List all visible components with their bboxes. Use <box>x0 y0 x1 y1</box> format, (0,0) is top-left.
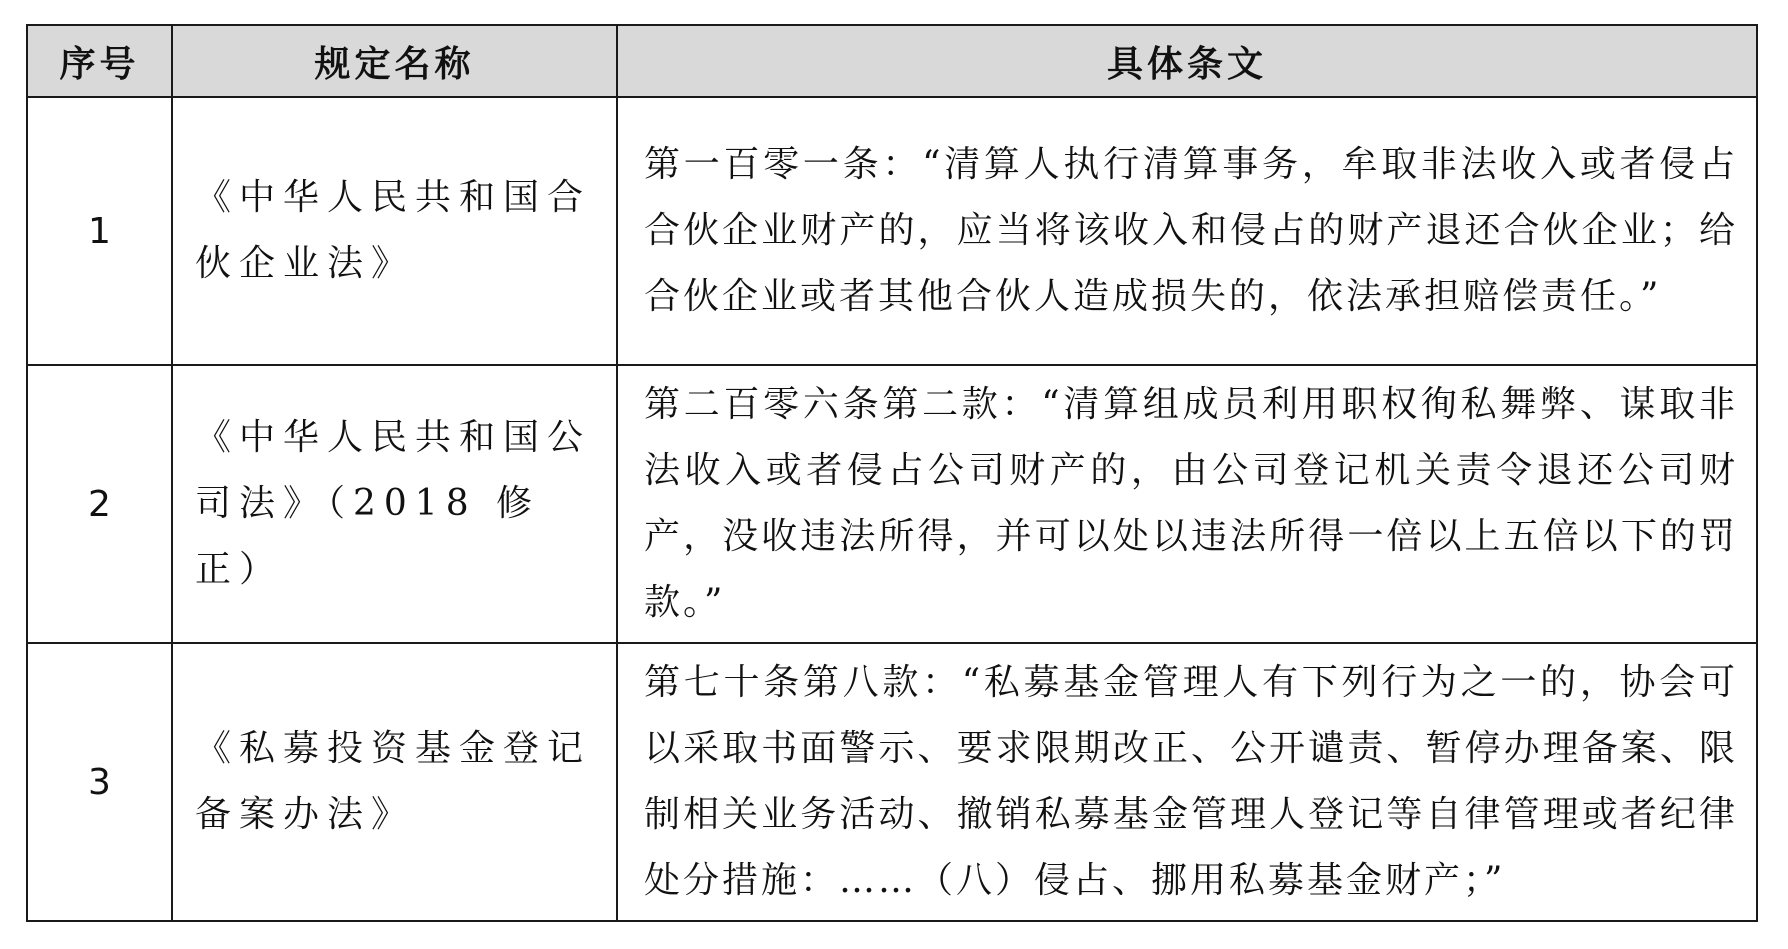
header-specific-provision: 具体条文 <box>617 25 1757 97</box>
header-serial-number: 序号 <box>27 25 172 97</box>
row-provision-text: 第二百零六条第二款：“清算组成员利用职权徇私舞弊、谋取非法收入或者侵占公司财产的，由公司登记机关责令退还公司财产，没收违法所得，并可以处以违法所得一倍以上五倍以下的罚款。” <box>617 365 1757 643</box>
row-serial-number: 1 <box>27 97 172 365</box>
row-serial-number: 2 <box>27 365 172 643</box>
table-row <box>27 643 1757 921</box>
row-provision-text: 第七十条第八款：“私募基金管理人有下列行为之一的，协会可以采取书面警示、要求限期改正、公开谴责、暂停办理备案、限制相关业务活动、撤销私募基金管理人登记等自律管理或者纪律处分措施：……（八）侵占、挪用私募基金财产；” <box>617 643 1757 921</box>
regulations-table <box>26 24 1758 922</box>
row-provision-text: 第一百零一条：“清算人执行清算事务，牟取非法收入或者侵占合伙企业财产的，应当将该收入和侵占的财产退还合伙企业；给合伙企业或者其他合伙人造成损失的，依法承担赔偿责任。” <box>617 97 1757 365</box>
header-regulation-name: 规定名称 <box>172 25 617 97</box>
row-serial-number: 3 <box>27 643 172 921</box>
row-regulation-name: 《中华人民共和国合伙企业法》 <box>172 97 617 365</box>
table-row <box>27 97 1757 365</box>
table-body <box>27 97 1757 921</box>
header-row <box>27 25 1757 97</box>
row-regulation-name: 《中华人民共和国公司法》（2018 修正） <box>172 365 617 643</box>
row-regulation-name: 《私募投资基金登记备案办法》 <box>172 643 617 921</box>
table-header <box>27 25 1757 97</box>
table-row <box>27 365 1757 643</box>
